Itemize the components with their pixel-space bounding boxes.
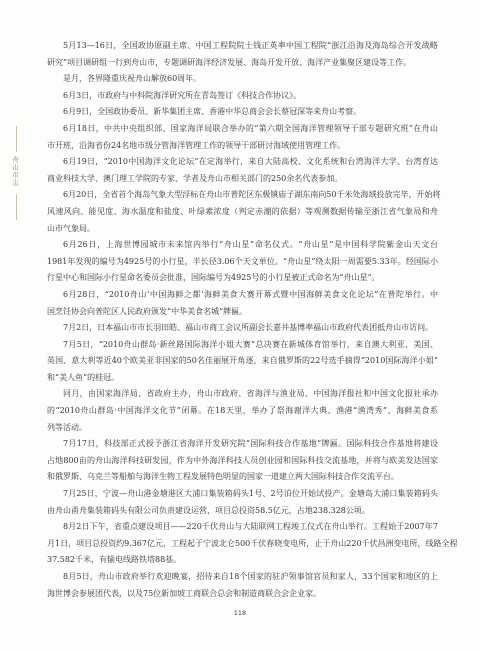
text-line: 7月17日，科技部正式授予浙江省海洋开发研究院“国际科技合作基地”牌匾。国际科技合作基地将建设 bbox=[63, 439, 438, 449]
text-line: 7月5日，“2010舟山群岛·新丝路国际海洋小姐大赛”总决赛在新城体育馆举行，来自澳大利亚、美国、 bbox=[63, 339, 438, 349]
event-paragraph bbox=[47, 569, 438, 602]
event-paragraph bbox=[47, 320, 438, 337]
text-line: 市开班，沿海省份24名地市级分管海洋管理工作的领导干部研讨海域使用管理工作。 bbox=[47, 140, 346, 150]
text-line: 由舟山甬舟集装箱码头有限公司负责建设运营，项目总投资58.5亿元，占地238.328公顷。 bbox=[47, 505, 370, 515]
event-paragraph bbox=[47, 71, 438, 88]
event-paragraph bbox=[47, 519, 458, 569]
text-line: 月1日，项目总投资约9.367亿元，工程起于宁波北仑500千伏春晓变电所，止于舟山220千伏昌洲变电所，线路全程 bbox=[47, 538, 458, 548]
text-line: 5月13—16日，全国政协原副主席、中国工程院院士钱正英率中国工程院“浙江沿海及海岛综合开发战略 bbox=[63, 41, 438, 50]
text-line: 6月19日，“2010中国海洋文化论坛”在定海举行，来自大陆高校、文化系统和台湾海洋大学、台湾育达 bbox=[63, 157, 438, 167]
sidebar-rule-top bbox=[16, 126, 17, 152]
sidebar-rule-bottom bbox=[16, 194, 17, 220]
text-line: 7月25日，宁波—舟山港金塘港区大浦口集装箱码头1号、2号泊位开始试投产。金塘岛大浦口集装箱码头 bbox=[63, 489, 438, 499]
text-line: 6月20日，全省首个海岛气象大型浮标在舟山市普陀区东极镇庙子湖东南向50千米处海域投放完毕，开始将 bbox=[63, 190, 441, 200]
text-line: 是月，各界隆重庆祝舟山解放60周年。 bbox=[63, 74, 202, 84]
text-line: 行星中心和国际小行星命名委员会批准，国际编号为4925号的小行星被正式命名为“舟山星”。 bbox=[47, 273, 380, 283]
event-paragraph bbox=[47, 38, 438, 71]
event-paragraph bbox=[47, 436, 438, 486]
event-paragraph bbox=[47, 337, 438, 387]
running-title: 舟山市志 bbox=[11, 156, 19, 187]
text-line: 列等活动。 bbox=[47, 422, 87, 432]
text-line: 37.582千米，有输电线路铁塔88基。 bbox=[47, 555, 182, 565]
event-paragraph bbox=[47, 104, 438, 121]
text-line: 6月26日，上海世博园城市未来馆内举行“舟山星”命名仪式。“舟山星”是中国科学院紫金山天文台 bbox=[63, 240, 438, 250]
text-line: 同月，由国家海洋局、省政府主办，舟山市政府、省海洋与渔业局、中国海洋报社和中国文化报社承办 bbox=[63, 389, 438, 399]
text-line: 和“美人鱼”的桂冠。 bbox=[47, 372, 120, 382]
text-line: 山市气象局。 bbox=[47, 223, 95, 233]
text-line: 8月5日，舟山市政府举行欢迎晚宴，招待来自18个国家的驻沪领事馆官员和家人，33个国家和地区的上 bbox=[63, 572, 438, 581]
event-paragraph bbox=[47, 386, 438, 436]
text-line: 6月3日，市政府与中科院海洋研究所在青岛签订《科技合作协议》。 bbox=[63, 90, 302, 100]
text-line: 风速风向、能见度、海水温度和盐度、叶绿素浓度（判定赤潮的依据）等观测数据传输至浙江省气象局和舟 bbox=[47, 206, 438, 216]
event-paragraph bbox=[47, 287, 438, 320]
event-paragraph bbox=[47, 187, 441, 237]
text-line: 英国、意大利等近40个欧美亚非国家的50名佳丽展开角逐，来自俄罗斯的22号选手摘得“2010国际海洋小姐” bbox=[47, 356, 438, 366]
text-line: 7月2日，日本福山市市长羽田皓、福山市商工会议所副会长嘉井基博率福山市政府代表团抵舟山市访问。 bbox=[63, 323, 434, 333]
text-line: 6月18日，中共中央组织部、国家海洋局联合举办的“第六期全国海洋管理领导干部专题研究班”在舟山 bbox=[63, 123, 438, 133]
text-line: 和俄罗斯、乌克兰等船舶与海洋生物工程发展特色明显的国家一道建立两大国际科技合作交流平台。 bbox=[47, 472, 399, 482]
text-line: 6月9日，全国政协委员、新华集团主席、香港中华总商会会长蔡冠深等来舟山考察。 bbox=[63, 107, 362, 117]
event-paragraph bbox=[47, 88, 438, 105]
event-paragraph bbox=[47, 486, 438, 519]
chronicle-text bbox=[47, 38, 458, 602]
event-paragraph bbox=[47, 237, 438, 287]
text-line: 研究”项目调研组一行到舟山市，专题调研海洋经济发展、海岛开发开放、海洋产业集聚区建设等工作。 bbox=[47, 57, 412, 67]
event-paragraph bbox=[47, 154, 438, 187]
text-line: 国烹饪协会向普陀区人民政府颁发“中华美食名城”牌匾。 bbox=[47, 306, 248, 316]
text-line: 的“2010舟山群岛·中国海洋文化节”闭幕。在18天里，举办了祭海谢洋大典、渔港“渔湾秀”、海鲜美食系 bbox=[47, 406, 438, 416]
text-line: 海世博会参展团代表，以及75位新加坡工商联合总会和制造商联合会企业家。 bbox=[47, 588, 322, 598]
page-number: 118 bbox=[233, 609, 247, 617]
text-line: 6月28日，“2010舟山‘中国海鲜之都’海鲜美食大赛开幕式暨中国海鲜美食文化论坛”在普陀举行。中 bbox=[63, 289, 438, 299]
event-paragraph bbox=[47, 121, 438, 154]
text-line: 商业科技大学、澳门理工学院的专家、学者及舟山市相关部门的250余名代表参加。 bbox=[47, 173, 343, 183]
text-line: 1981年发现的编号为4925号的小行星，半长径3.06个天文单位。“舟山星”绕太阳一周需要5.33年。经国际小 bbox=[47, 256, 438, 266]
text-line: 8月2日下午，省重点建设项目——220千伏舟山与大陆联网工程竣工仪式在舟山举行。工程始于2007年7 bbox=[63, 522, 438, 532]
text-line: 占地800亩的舟山海洋科技研发园，作为中外海洋科技人员创业园和国际科技交流基地，并将与欧美发达国家 bbox=[47, 455, 438, 465]
